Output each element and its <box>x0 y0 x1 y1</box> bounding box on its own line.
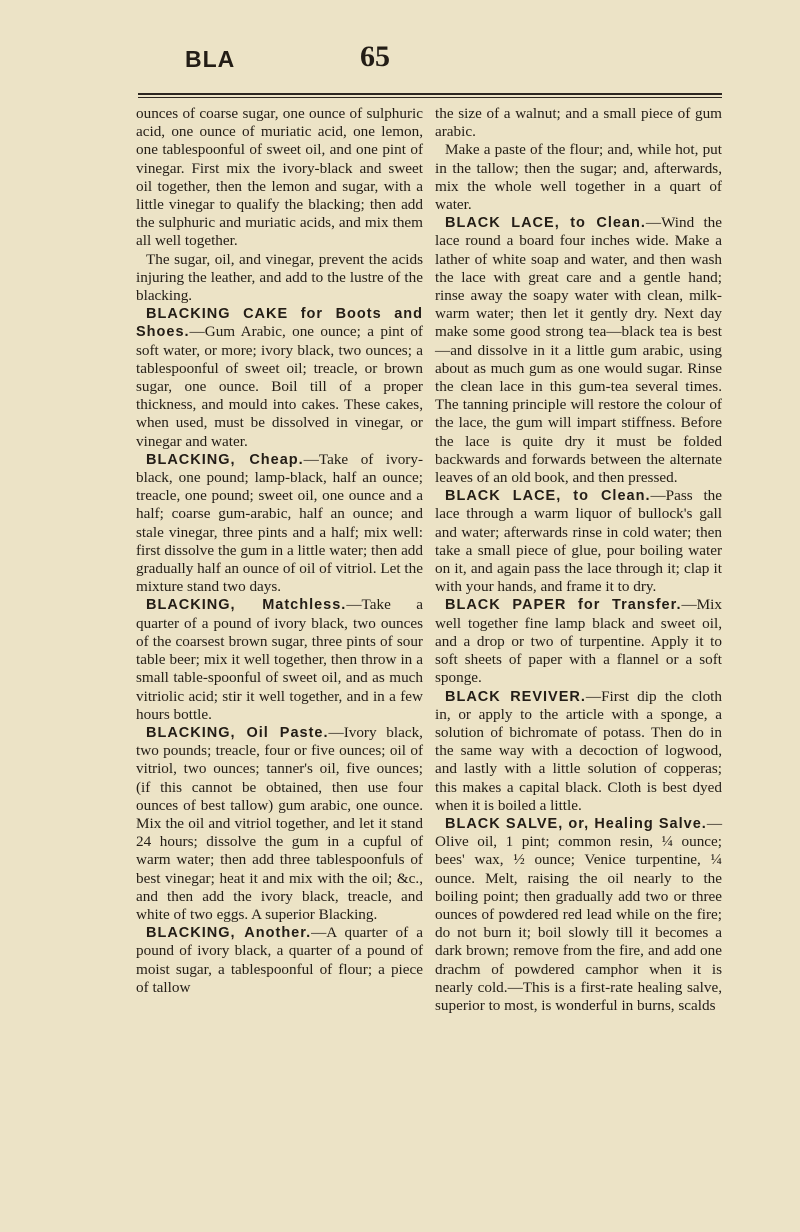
entry-headword: BLACK LACE, to Clean. <box>445 488 651 505</box>
paragraph <box>136 596 423 723</box>
paragraph <box>136 724 423 924</box>
paragraph-text: The sugar, oil, and vinegar, prevent the acids injuring the leather, and add to the lustre of the blacking. <box>136 250 423 305</box>
entry-headword: BLACK REVIVER. <box>445 688 586 705</box>
entry-headword: BLACKING, Matchless. <box>146 597 347 614</box>
paragraph-text: —Take of ivory-black, one pound; lamp-black, half an ounce; treacle, one pound; sweet oil, one ounce and a half; coarse gum-arabic, half an ounce; and stale vinegar, three pints and a half; mix well: first dissolve the gum in a little water; then add gradually half an ounce of oil of vitriol. Let the mixture stand two days. <box>136 450 424 596</box>
header-rule-thin <box>138 97 722 98</box>
paragraph-text: —Take a quarter of a pound of ivory black, two ounces of the coarsest brown sugar, three pints of sour table beer; mix it well together, then throw in a small table-spoonful of sweet oil, and as much vitriolic acid; stir it well together, and in a few hours bottle. <box>136 596 423 723</box>
entry-headword: BLACKING, Cheap. <box>146 451 304 468</box>
paragraph <box>435 487 722 596</box>
page-number: 65 <box>360 40 390 73</box>
paragraph-text: —Olive oil, 1 pint; common resin, ¼ ounce; bees' wax, ½ ounce; Venice turpentine, ¼ ounce. Melt, raising the oil nearly to the boiling point; then gradually add two or three ounces of powdered red lead while on the fire; do not burn it; boil slowly till it becomes a dark brown; remove from the fire, and add one drachm of powdered camphor when it is nearly cold.—This is a first-rate healing salve, superior to most, is wonderful in burns, scalds <box>435 814 722 1014</box>
entry-headword: BLACK LACE, to Clean. <box>445 215 646 232</box>
paragraph-text: the size of a walnut; and a small piece of gum arabic. <box>435 105 722 141</box>
entry-headword: BLACKING, Another. <box>146 925 312 942</box>
left-column <box>136 105 423 997</box>
paragraph-text: —Gum Arabic, one ounce; a pint of soft water, or more; ivory black, two ounces; a tablespoonful of sweet oil; treacle, or brown sugar, one ounce. Boil till of a proper thickness, and mould into cakes. These cakes, when used, must be dissolved in vinegar, or vinegar and water. <box>136 323 423 450</box>
paragraph <box>136 105 423 251</box>
entry-headword: BLACKING CAKE for Boots and Shoes. <box>136 306 423 341</box>
right-column <box>435 105 722 1015</box>
page-header <box>140 40 720 86</box>
paragraph <box>136 451 423 597</box>
paragraph <box>435 596 722 687</box>
paragraph-text: —First dip the cloth in, or apply to the article with a sponge, a solution of bichromate of potass. Then do in the same way with a decoction of logwood, and lastly with a little solution of copperas; this makes a capital black. Cloth is best dyed when it is boiled a little. <box>435 687 722 814</box>
paragraph-text: Make a paste of the flour; and, while hot, put in the tallow; then the sugar; and, afterwards, mix the whole well together in a quart of water. <box>435 141 722 214</box>
running-head: BLA <box>185 46 236 72</box>
paragraph-text: —Pass the lace through a warm liquor of bullock's gall and water; afterwards rinse in cold water; then take a small piece of glue, pour boiling water on it, and again pass the lace through it; clap it with your hands, and frame it to dry. <box>435 487 723 596</box>
paragraph-text: ounces of coarse sugar, one ounce of sulphuric acid, one ounce of muriatic acid, one lemon, one tablespoonful of sweet oil, and one pint of vinegar. First mix the ivory-black and sweet oil together, then the lemon and sugar, with a little vinegar to qualify the blacking; then add the sulphuric and muriatic acids, and mix them all well together. <box>136 105 423 250</box>
entry-headword: BLACK PAPER for Transfer. <box>445 597 682 614</box>
entry-headword: BLACK SALVE, or, Healing Salve. <box>445 815 707 832</box>
paragraph <box>435 105 722 141</box>
paragraph-text: —Mix well together fine lamp black and sweet oil, and a drop or two of turpentine. Apply it to soft sheets of paper with a flannel or a soft sponge. <box>435 596 722 687</box>
paragraph <box>136 924 423 997</box>
paragraph-text: —Ivory black, two pounds; treacle, four or five ounces; oil of vitriol, two ounces; tanner's oil, five ounces; (if this cannot be obtained, then use four ounces of best tallow) gum arabic, one ounce. Mix the oil and vitriol together, and let it stand 24 hours; dissolve the gum in a cupful of warm water; then add three tablespoonfuls of best vinegar; heat it and mix with the oil; &c., and then add the ivory black, treacle, and white of two eggs. A superior Blacking. <box>136 723 423 923</box>
paragraph-text: —A quarter of a pound of ivory black, a quarter of a pound of moist sugar, a tablespoonful of flour; a piece of tallow <box>136 924 423 996</box>
paragraph <box>435 214 722 487</box>
header-rule <box>138 93 722 95</box>
paragraph <box>136 251 423 306</box>
paragraph-text: —Wind the lace round a board four inches wide. Make a lather of white soap and water, and then wash the lace with great care and a gentle hand; rinse away the soapy water with clean, milk-warm water; then let it gently dry. Next day make some good strong tea—black tea is best—and dissolve in it a little gum arabic, using about as much gum as one would sugar. Rinse the clean lace in this gum-tea several times. The tanning principle will restore the colour of the lace, the gum will impart stiffness. Before the lace is quite dry it must be folded backwards and forwards between the alternate leaves of an old book, and then pressed. <box>435 214 723 487</box>
paragraph <box>136 305 423 451</box>
paragraph <box>435 815 722 1015</box>
paragraph <box>435 688 722 815</box>
entry-headword: BLACKING, Oil Paste. <box>146 724 329 741</box>
paragraph <box>435 141 722 214</box>
